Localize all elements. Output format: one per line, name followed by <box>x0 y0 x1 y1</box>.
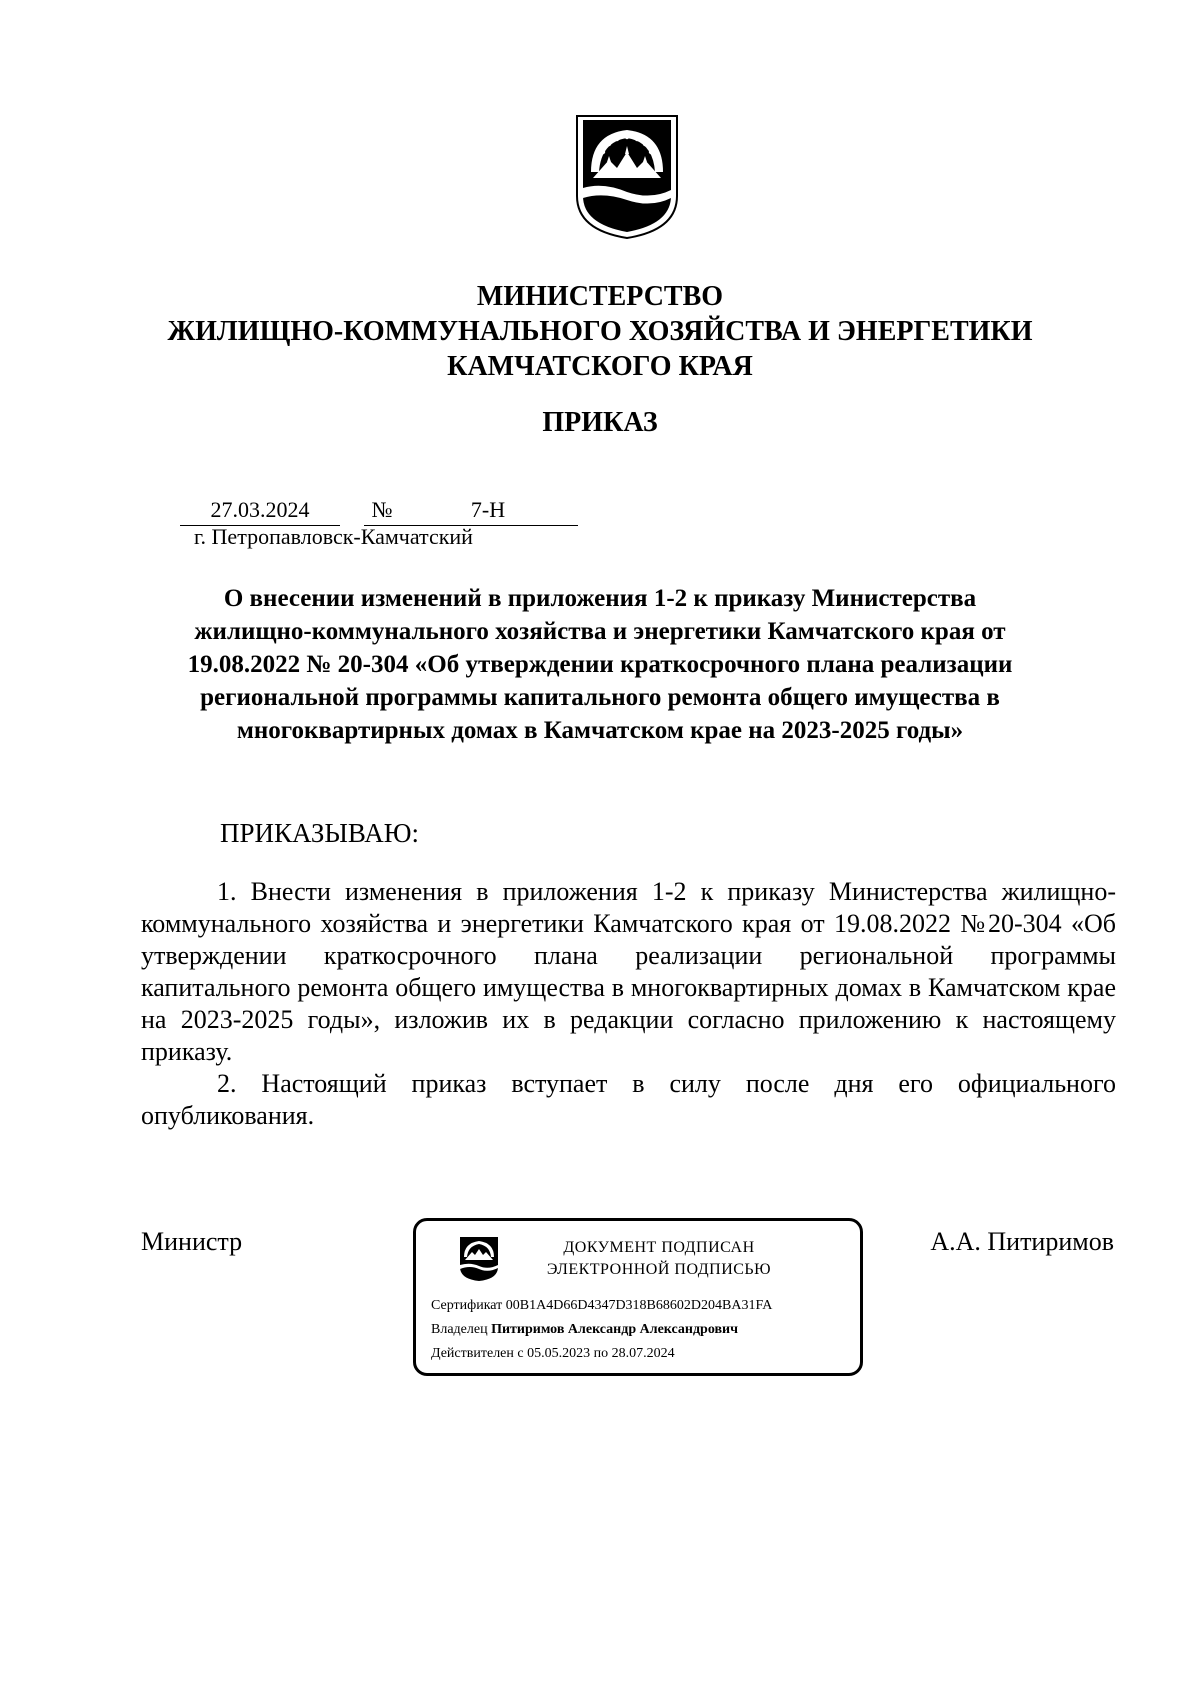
order-item-2: 2. Настоящий приказ вступает в силу после дня его официального опубликования. <box>141 1069 1116 1130</box>
decree-word: ПРИКАЗЫВАЮ: <box>220 818 419 848</box>
electronic-signature-stamp <box>413 1218 863 1376</box>
stamp-certificate-row <box>431 1297 772 1315</box>
kamchatka-coat-of-arms-icon <box>573 112 681 240</box>
certificate-label: Сертификат <box>431 1298 503 1313</box>
order-number: 7-Н <box>398 497 578 526</box>
document-type: ПРИКАЗ <box>542 407 658 438</box>
stamp-title-line-1: ДОКУМЕНТ ПОДПИСАН <box>563 1239 755 1256</box>
subject-line-3: 19.08.2022 № 20-304 «Об утверждении краткосрочного плана реализации <box>187 651 1013 678</box>
subject-line-2: жилищно-коммунального хозяйства и энергетики Камчатского края от <box>194 618 1006 645</box>
certificate-value: 00B1A4D66D4347D318B68602D204BA31FA <box>505 1298 773 1313</box>
ministry-line-2: ЖИЛИЩНО-КОММУНАЛЬНОГО ХОЗЯЙСТВА И ЭНЕРГЕТИКИ <box>167 316 1033 347</box>
order-date: 27.03.2024 <box>180 497 340 526</box>
valid-from: 05.05.2023 <box>527 1346 591 1361</box>
signer-name: А.А. Питиримов <box>930 1227 1114 1256</box>
signer-position: Министр <box>141 1227 243 1256</box>
ministry-line-1: МИНИСТЕРСТВО <box>476 281 724 312</box>
ministry-line-3: КАМЧАТСКОГО КРАЯ <box>447 351 753 382</box>
issue-city: г. Петропавловск-Камчатский <box>194 524 473 549</box>
owner-label: Владелец <box>431 1322 488 1337</box>
stamp-title-line-2: ЭЛЕКТРОННОЙ ПОДПИСЬЮ <box>546 1261 772 1278</box>
valid-from-prefix: с <box>517 1346 524 1361</box>
valid-to: 28.07.2024 <box>611 1346 675 1361</box>
stamp-emblem-icon <box>458 1235 500 1283</box>
stamp-validity-row <box>431 1345 675 1363</box>
valid-label: Действителен <box>431 1346 514 1361</box>
subject-line-4: региональной программы капитального ремонта общего имущества в <box>200 684 1000 711</box>
subject-line-1: О внесении изменений в приложения 1-2 к приказу Министерства <box>223 585 977 612</box>
subject-line-5: многоквартирных домах в Камчатском крае на 2023-2025 годы» <box>236 717 964 744</box>
order-item-1: 1. Внести изменения в приложения 1-2 к приказу Министерства жилищно-коммунального хозяйства и энергетики Камчатского края от 19.08.2022 №20-304 «Об утверждении краткосрочного плана реализации региональной программы капитального ремонта общего имущества в многоквартирных домах в Камчатском крае на 2023-2025 годы», изложив их в редакции согласно приложению к настоящему приказу. <box>141 877 1116 1066</box>
owner-value: Питиримов Александр Александрович <box>491 1322 738 1337</box>
valid-to-prefix: по <box>593 1346 609 1361</box>
order-subject <box>140 582 1060 747</box>
stamp-owner-row <box>431 1321 738 1339</box>
number-sign: № <box>364 497 400 526</box>
ministry-name <box>0 279 1200 384</box>
stamp-title <box>504 1237 814 1281</box>
